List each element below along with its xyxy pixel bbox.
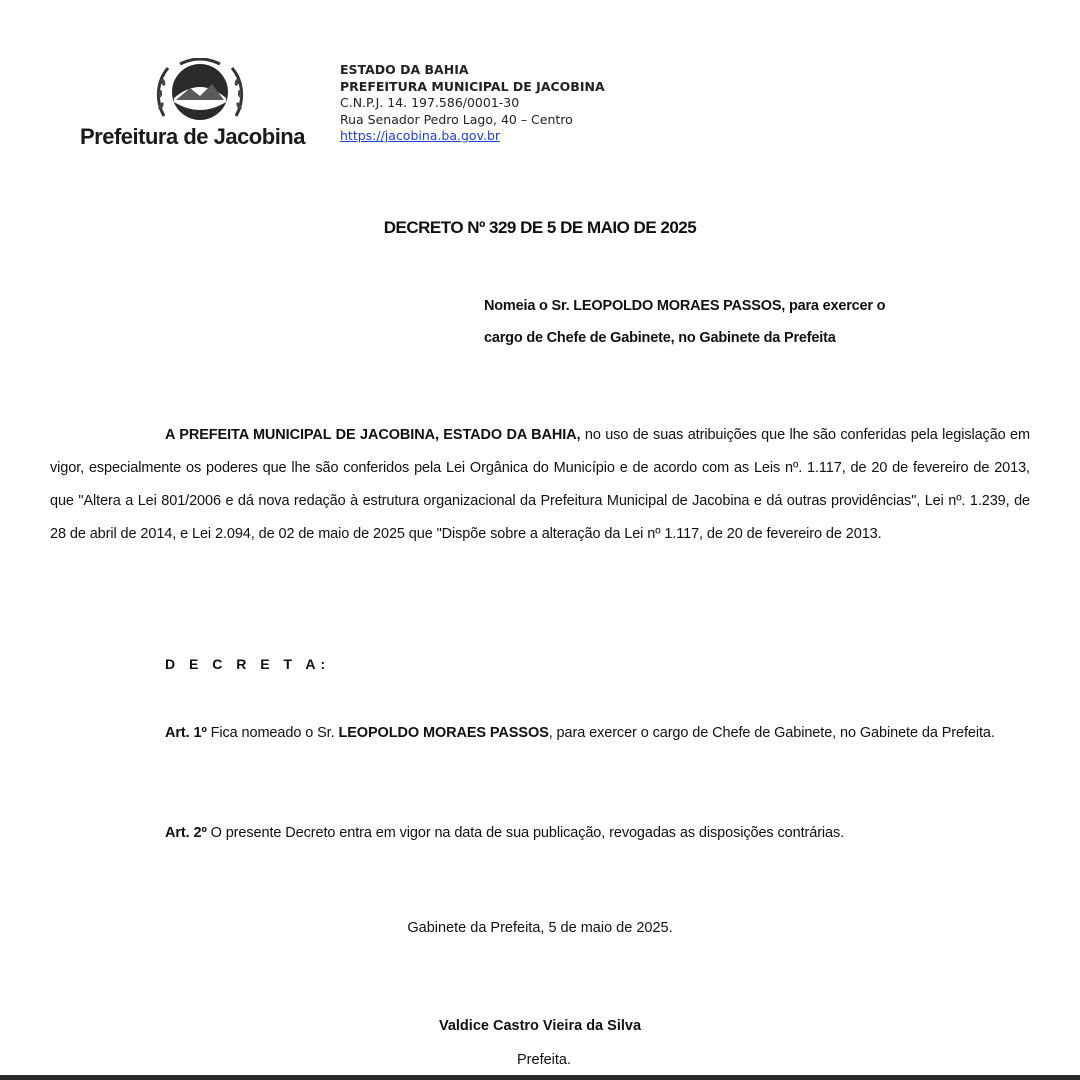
ementa-line-1: Nomeia o Sr. LEOPOLDO MORAES PASSOS, para exercer o <box>484 298 886 314</box>
article-1 <box>50 717 1030 750</box>
cnpj-line: C.N.P.J. 14. 197.586/0001-30 <box>340 95 520 110</box>
signer-name: Valdice Castro Vieira da Silva <box>438 1018 642 1034</box>
article-2 <box>50 817 1030 850</box>
municipality-name: PREFEITURA MUNICIPAL DE JACOBINA <box>340 78 605 94</box>
place-and-date: Gabinete da Prefeita, 5 de maio de 2025. <box>407 920 673 936</box>
article-1-label: Art. 1º <box>165 725 207 741</box>
decree-ementa <box>484 290 1032 354</box>
website-link[interactable]: https://jacobina.ba.gov.br <box>340 128 501 143</box>
letterhead-info <box>340 62 760 145</box>
preamble-text: no uso de suas atribuições que lhe são conferidas pela legislação em vigor, especialmente os poderes que lhe são conferidos pela Lei Orgânica do Município e de acordo com as Leis nº. 1.117, de 20 de fevereiro de 2013, que "Altera a Lei 801/2006 e dá nova redação à estrutura organizacional da Prefeitura Municipal de Jacobina e dá outras providências", Lei nº. 1.239, de 28 de abril de 2014, e Lei 2.094, de 02 de maio de 2025 que "Dispõe sobre a alteração da Lei nº 1.117, de 20 de fevereiro de 2013. <box>50 427 1030 542</box>
state-name: ESTADO DA BAHIA <box>340 62 469 77</box>
logo-wordmark: Prefeitura de Jacobina <box>80 124 305 149</box>
address-line: Rua Senador Pedro Lago, 40 – Centro <box>340 111 573 127</box>
article-1-appointee: LEOPOLDO MORAES PASSOS <box>338 725 549 741</box>
ementa-line-2: cargo de Chefe de Gabinete, no Gabinete da Prefeita <box>484 330 836 346</box>
decreta-heading: D E C R E T A: <box>165 656 331 672</box>
article-2-label: Art. 2º <box>165 825 207 841</box>
municipal-crest-icon <box>150 58 250 128</box>
article-2-text: O presente Decreto entra em vigor na data de sua publicação, revogadas as disposições contrárias. <box>206 825 845 841</box>
municipal-logo <box>80 58 330 154</box>
preamble-authority: A PREFEITA MUNICIPAL DE JACOBINA, ESTADO DA BAHIA, <box>165 427 581 443</box>
bottom-border <box>0 1075 1080 1080</box>
article-1-text-a: Fica nomeado o Sr. <box>206 725 339 741</box>
signer-role: Prefeita. <box>517 1052 571 1068</box>
article-1-text-b: , para exercer o cargo de Chefe de Gabinete, no Gabinete da Prefeita. <box>548 725 995 741</box>
preamble-paragraph <box>50 419 1030 551</box>
decree-title: DECRETO Nº 329 DE 5 DE MAIO DE 2025 <box>383 218 697 237</box>
